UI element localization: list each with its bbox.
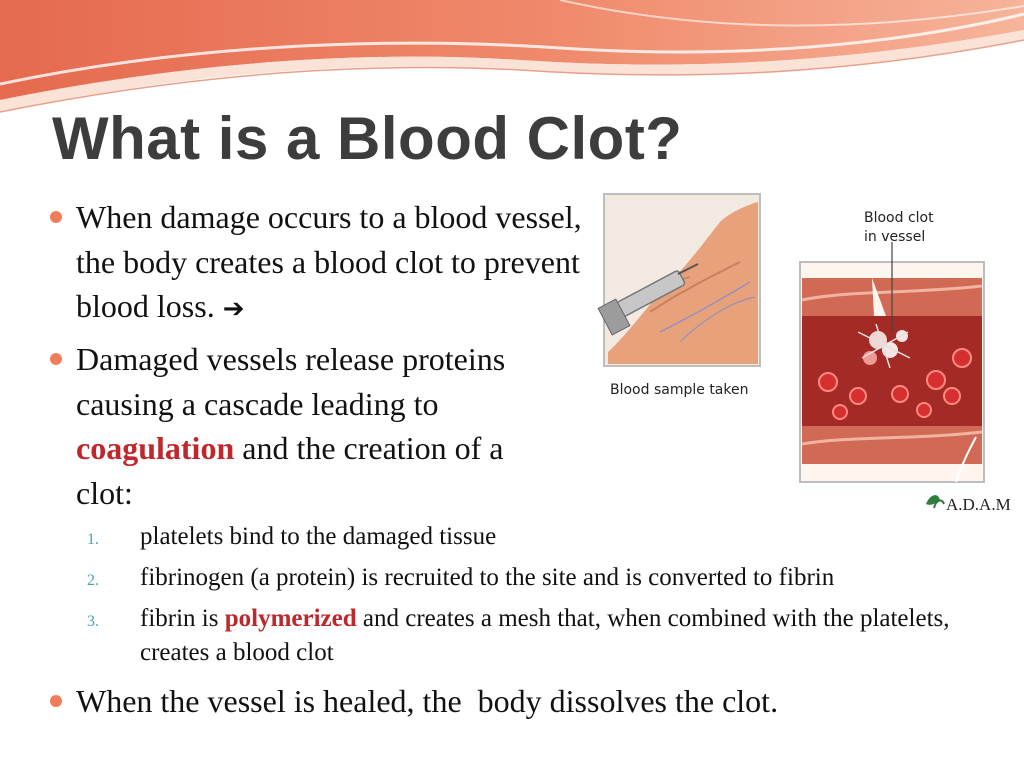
bullet-cascade-text-end: and the creation of a clot: — [76, 430, 504, 511]
step-text-end: and creates a mesh that, when combined with the platelets, creates a blood clot — [140, 605, 950, 666]
bullet-damage — [76, 195, 596, 332]
step-3 — [87, 602, 990, 670]
figure-label-right-2: in vessel — [864, 229, 926, 245]
figure-label-left: Blood sample taken — [610, 382, 749, 398]
illustration-svg — [590, 182, 1012, 520]
right-arrow-icon: ➔ — [222, 294, 245, 324]
bullet-cascade — [76, 337, 546, 515]
bullet-cascade-text: Damaged vessels release proteins causing a cascade leading to — [76, 341, 506, 422]
vessel-cross-section-image — [800, 242, 984, 482]
step-text: platelets bind to the damaged tissue — [140, 523, 497, 550]
keyword-polymerized: polymerized — [224, 605, 357, 632]
step-1 — [87, 520, 1000, 554]
step-number: 2. — [87, 572, 99, 589]
hand-syringe-image — [598, 194, 760, 366]
bullet-dot-icon — [50, 695, 62, 707]
step-text: fibrinogen (a protein) is recruited to the site and is converted to fibrin — [140, 564, 835, 591]
step-text: fibrin is — [140, 605, 219, 632]
step-number: 1. — [87, 531, 99, 548]
bullet-dot-icon — [50, 353, 62, 365]
blood-clot-illustration — [590, 182, 1012, 520]
step-2 — [87, 561, 1010, 595]
figure-credit: A.D.A.M. — [946, 495, 1012, 514]
step-number: 3. — [87, 613, 99, 630]
bullet-damage-text: When damage occurs to a blood vessel, the body creates a blood clot to prevent blood loss. — [76, 199, 582, 324]
bullet-dot-icon — [50, 211, 62, 223]
keyword-coagulation: coagulation — [76, 430, 235, 466]
slide-title: What is a Blood Clot? — [52, 105, 683, 172]
bullet-healed-text: When the vessel is healed, the body dissolves the clot. — [76, 683, 779, 719]
figure-label-right-1: Blood clot — [864, 210, 934, 226]
bullet-healed — [76, 679, 976, 724]
